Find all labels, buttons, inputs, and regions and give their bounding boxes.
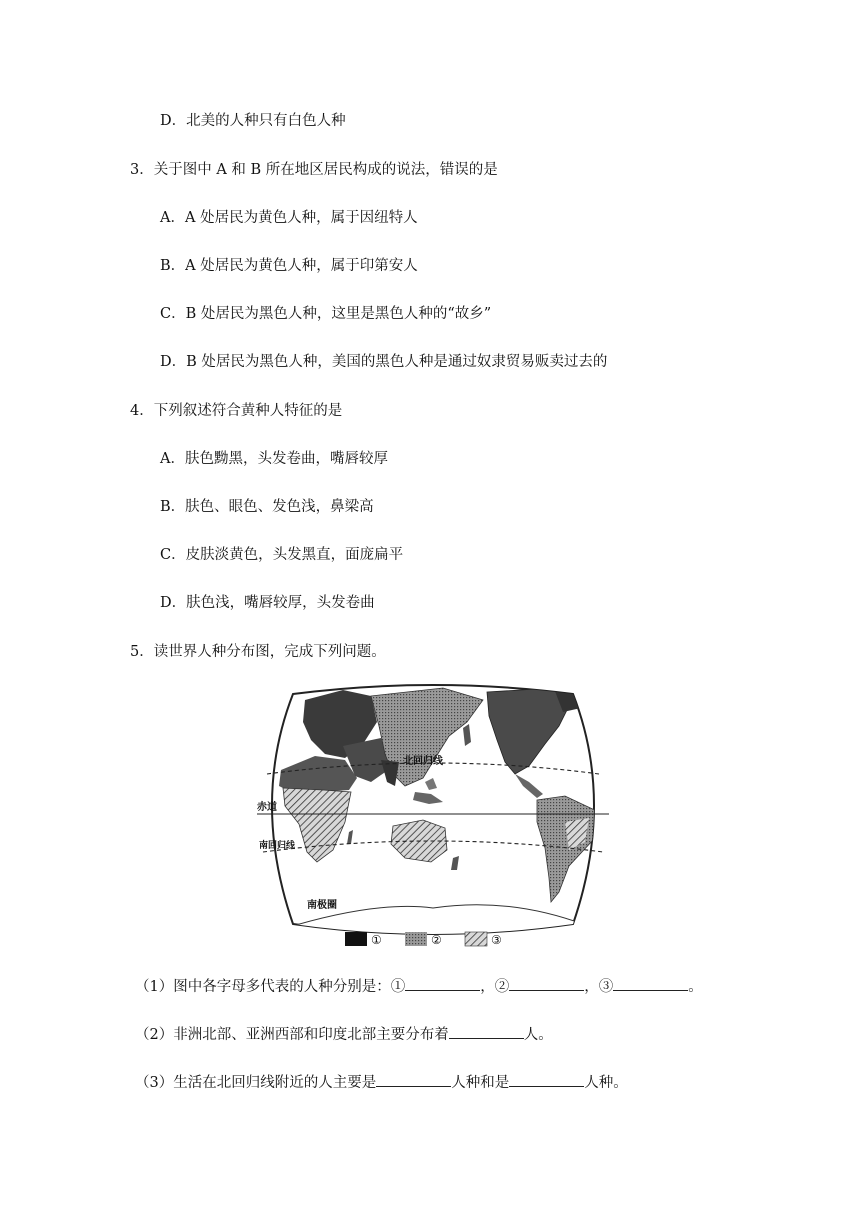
label-tropic-of-cancer: 北回归线 xyxy=(403,756,443,767)
label-antarctic-circle: 南极圈 xyxy=(307,900,337,911)
world-race-distribution-map xyxy=(253,682,613,950)
legend-swatch-1 xyxy=(345,932,367,946)
legend-label-3: ③ xyxy=(491,933,502,947)
q3-option-b: B．A 处居民为黄色人种，属于印第安人 xyxy=(160,258,418,274)
q4-option-b: B．肤色、眼色、发色浅，鼻梁高 xyxy=(160,499,374,515)
q3-option-d: D．B 处居民为黑色人种，美国的黑色人种是通过奴隶贸易贩卖过去的 xyxy=(160,354,608,370)
question-3-stem: 3．关于图中 A 和 B 所在地区居民构成的说法，错误的是 xyxy=(130,162,498,178)
answer-blank-1[interactable] xyxy=(405,976,480,991)
q5-sub2: （2）非洲北部、亚洲西部和印度北部主要分布着 人。 xyxy=(135,1024,553,1045)
legend-label-2: ② xyxy=(431,933,442,947)
option-d-prev: D．北美的人种只有白色人种 xyxy=(160,113,346,129)
answer-blank-6[interactable] xyxy=(509,1072,584,1087)
q4-option-d: D．肤色浅，嘴唇较厚，头发卷曲 xyxy=(160,595,375,611)
q4-option-a: A．肤色黝黑，头发卷曲，嘴唇较厚 xyxy=(160,451,388,467)
answer-blank-4[interactable] xyxy=(449,1024,524,1039)
label-tropic-of-capricorn: 南回归线 xyxy=(259,841,296,851)
question-4-stem: 4．下列叙述符合黄种人特征的是 xyxy=(130,403,343,419)
q3-option-a: A．A 处居民为黄色人种，属于因纽特人 xyxy=(160,210,418,226)
answer-blank-5[interactable] xyxy=(376,1072,451,1087)
q5-sub1: （1）图中各字母多代表的人种分别是：① ，② ，③ 。 xyxy=(135,976,703,997)
legend-label-1: ① xyxy=(371,933,382,947)
legend-swatch-2 xyxy=(405,932,427,946)
answer-blank-2[interactable] xyxy=(509,976,584,991)
question-5-stem: 5．读世界人种分布图，完成下列问题。 xyxy=(130,644,386,660)
q4-option-c: C．皮肤淡黄色，头发黑直，面庞扁平 xyxy=(160,547,404,563)
answer-blank-3[interactable] xyxy=(613,976,688,991)
map-legend xyxy=(345,932,502,947)
legend-swatch-3 xyxy=(465,932,487,946)
label-equator: 赤道 xyxy=(257,802,277,813)
q3-option-c: C．B 处居民为黑色人种，这里是黑色人种的“故乡” xyxy=(160,306,492,322)
q5-sub3: （3）生活在北回归线附近的人主要是 人种和是 人种。 xyxy=(135,1072,628,1093)
